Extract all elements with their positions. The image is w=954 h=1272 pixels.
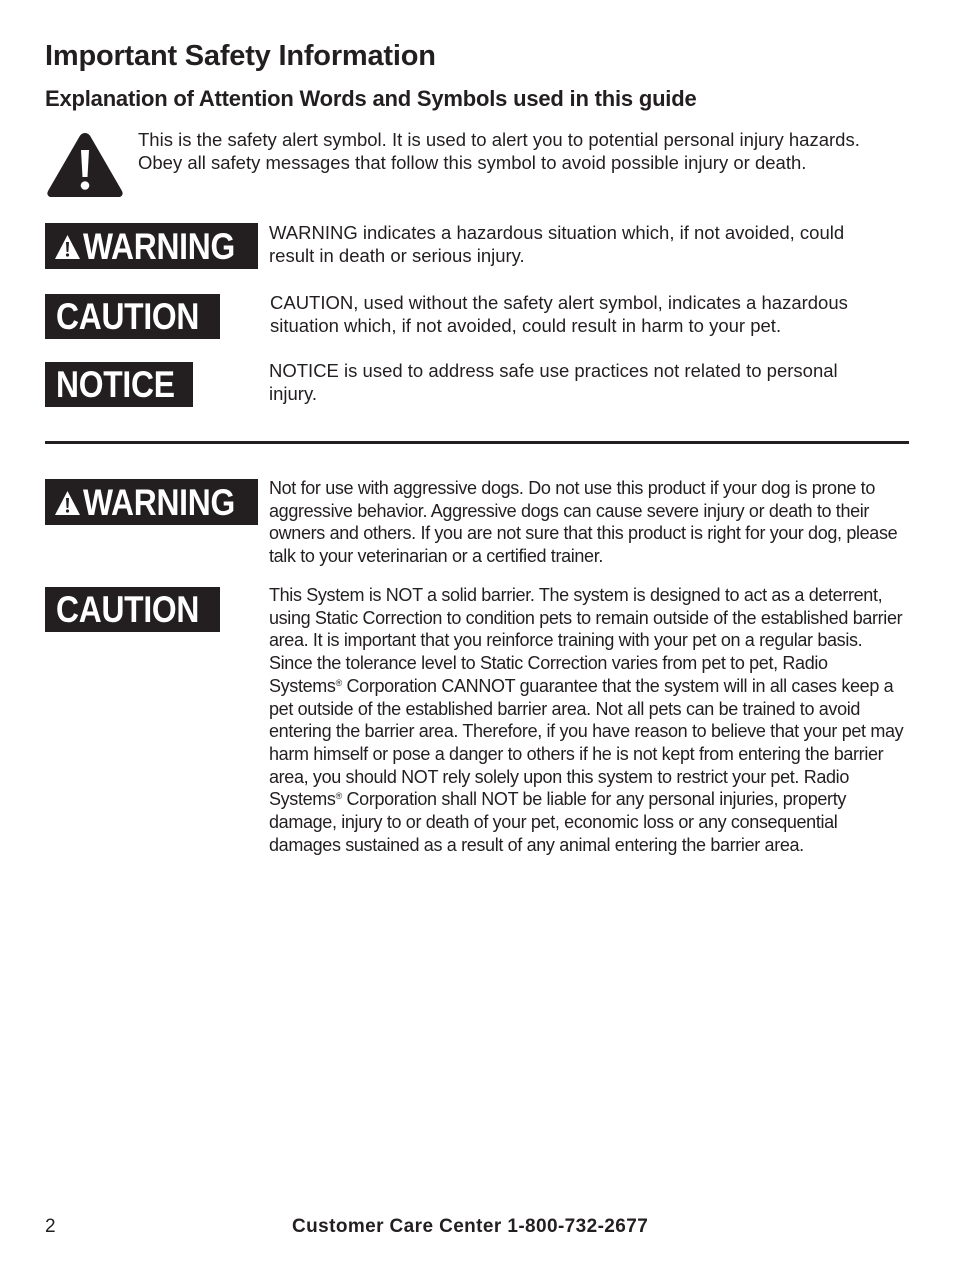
registered-mark: ® (335, 791, 342, 802)
customer-care-contact: Customer Care Center 1-800-732-2677 (292, 1216, 649, 1237)
notice-label (45, 362, 193, 407)
page-number: 2 (45, 1216, 56, 1237)
barrier-caution-part-2: Corporation CANNOT guarantee that the system will in all cases keep a pet outside of the established barrier area. Not all pets can be trained to avoid entering the barrier area. Therefore, if you have reason to believe that your pet may harm himself or pose a danger to others if he is not kept from entering the barrier area, you should NOT rely solely upon this system to restrict your pet. Radio Systems (269, 675, 904, 810)
caution-label (45, 587, 220, 632)
caution-definition: CAUTION, used without the safety alert symbol, indicates a hazardous situation which, if not avoided, could result in harm to your pet. (270, 292, 848, 336)
warning-label-text: WARNING (83, 225, 235, 267)
safety-alert-description: This is the safety alert symbol. It is used to alert you to potential personal injury hazards. Obey all safety messages that follow this symbol to avoid possible injury or death. (138, 129, 860, 173)
caution-label (45, 294, 220, 339)
registered-mark: ® (335, 677, 342, 688)
section-divider (45, 441, 909, 444)
notice-label-text: NOTICE (56, 364, 175, 405)
safety-alert-icon (45, 130, 125, 200)
warning-definition: WARNING indicates a hazardous situation which, if not avoided, could result in death or serious injury. (269, 222, 845, 266)
section-title: Explanation of Attention Words and Symbols used in this guide (45, 86, 697, 111)
warning-label (45, 223, 258, 269)
aggressive-dogs-warning: Not for use with aggressive dogs. Do not use this product if your dog is prone to aggressive behavior. Aggressive dogs can cause severe injury or death to their owners and others. If you are not sure that this product is right for your dog, please talk to your veterinarian or a certified trainer. (269, 478, 898, 567)
warning-label-text: WARNING (83, 481, 235, 523)
caution-label-text: CAUTION (56, 589, 200, 630)
barrier-caution-part-1: This System is NOT a solid barrier. The system is designed to act as a deterrent, using Static Correction to condition pets to remain outside of the established barrier area. It is important that you reinforce training with your pet on a regular basis. Since the tolerance level to Static Correction varies from pet to pet, Radio Systems (269, 585, 903, 696)
barrier-caution-part-3: Corporation shall NOT be liable for any personal injuries, property damage, injury to or death of your pet, economic loss or any consequential damages sustained as a result of any animal entering the barrier area. (269, 789, 846, 855)
caution-label-text: CAUTION (56, 296, 200, 337)
page-title: Important Safety Information (45, 40, 436, 72)
barrier-caution (269, 584, 904, 856)
warning-label (45, 479, 258, 525)
notice-definition: NOTICE is used to address safe use practices not related to personal injury. (269, 360, 838, 404)
warning-alert-icon (54, 234, 81, 260)
warning-alert-icon (54, 490, 81, 516)
